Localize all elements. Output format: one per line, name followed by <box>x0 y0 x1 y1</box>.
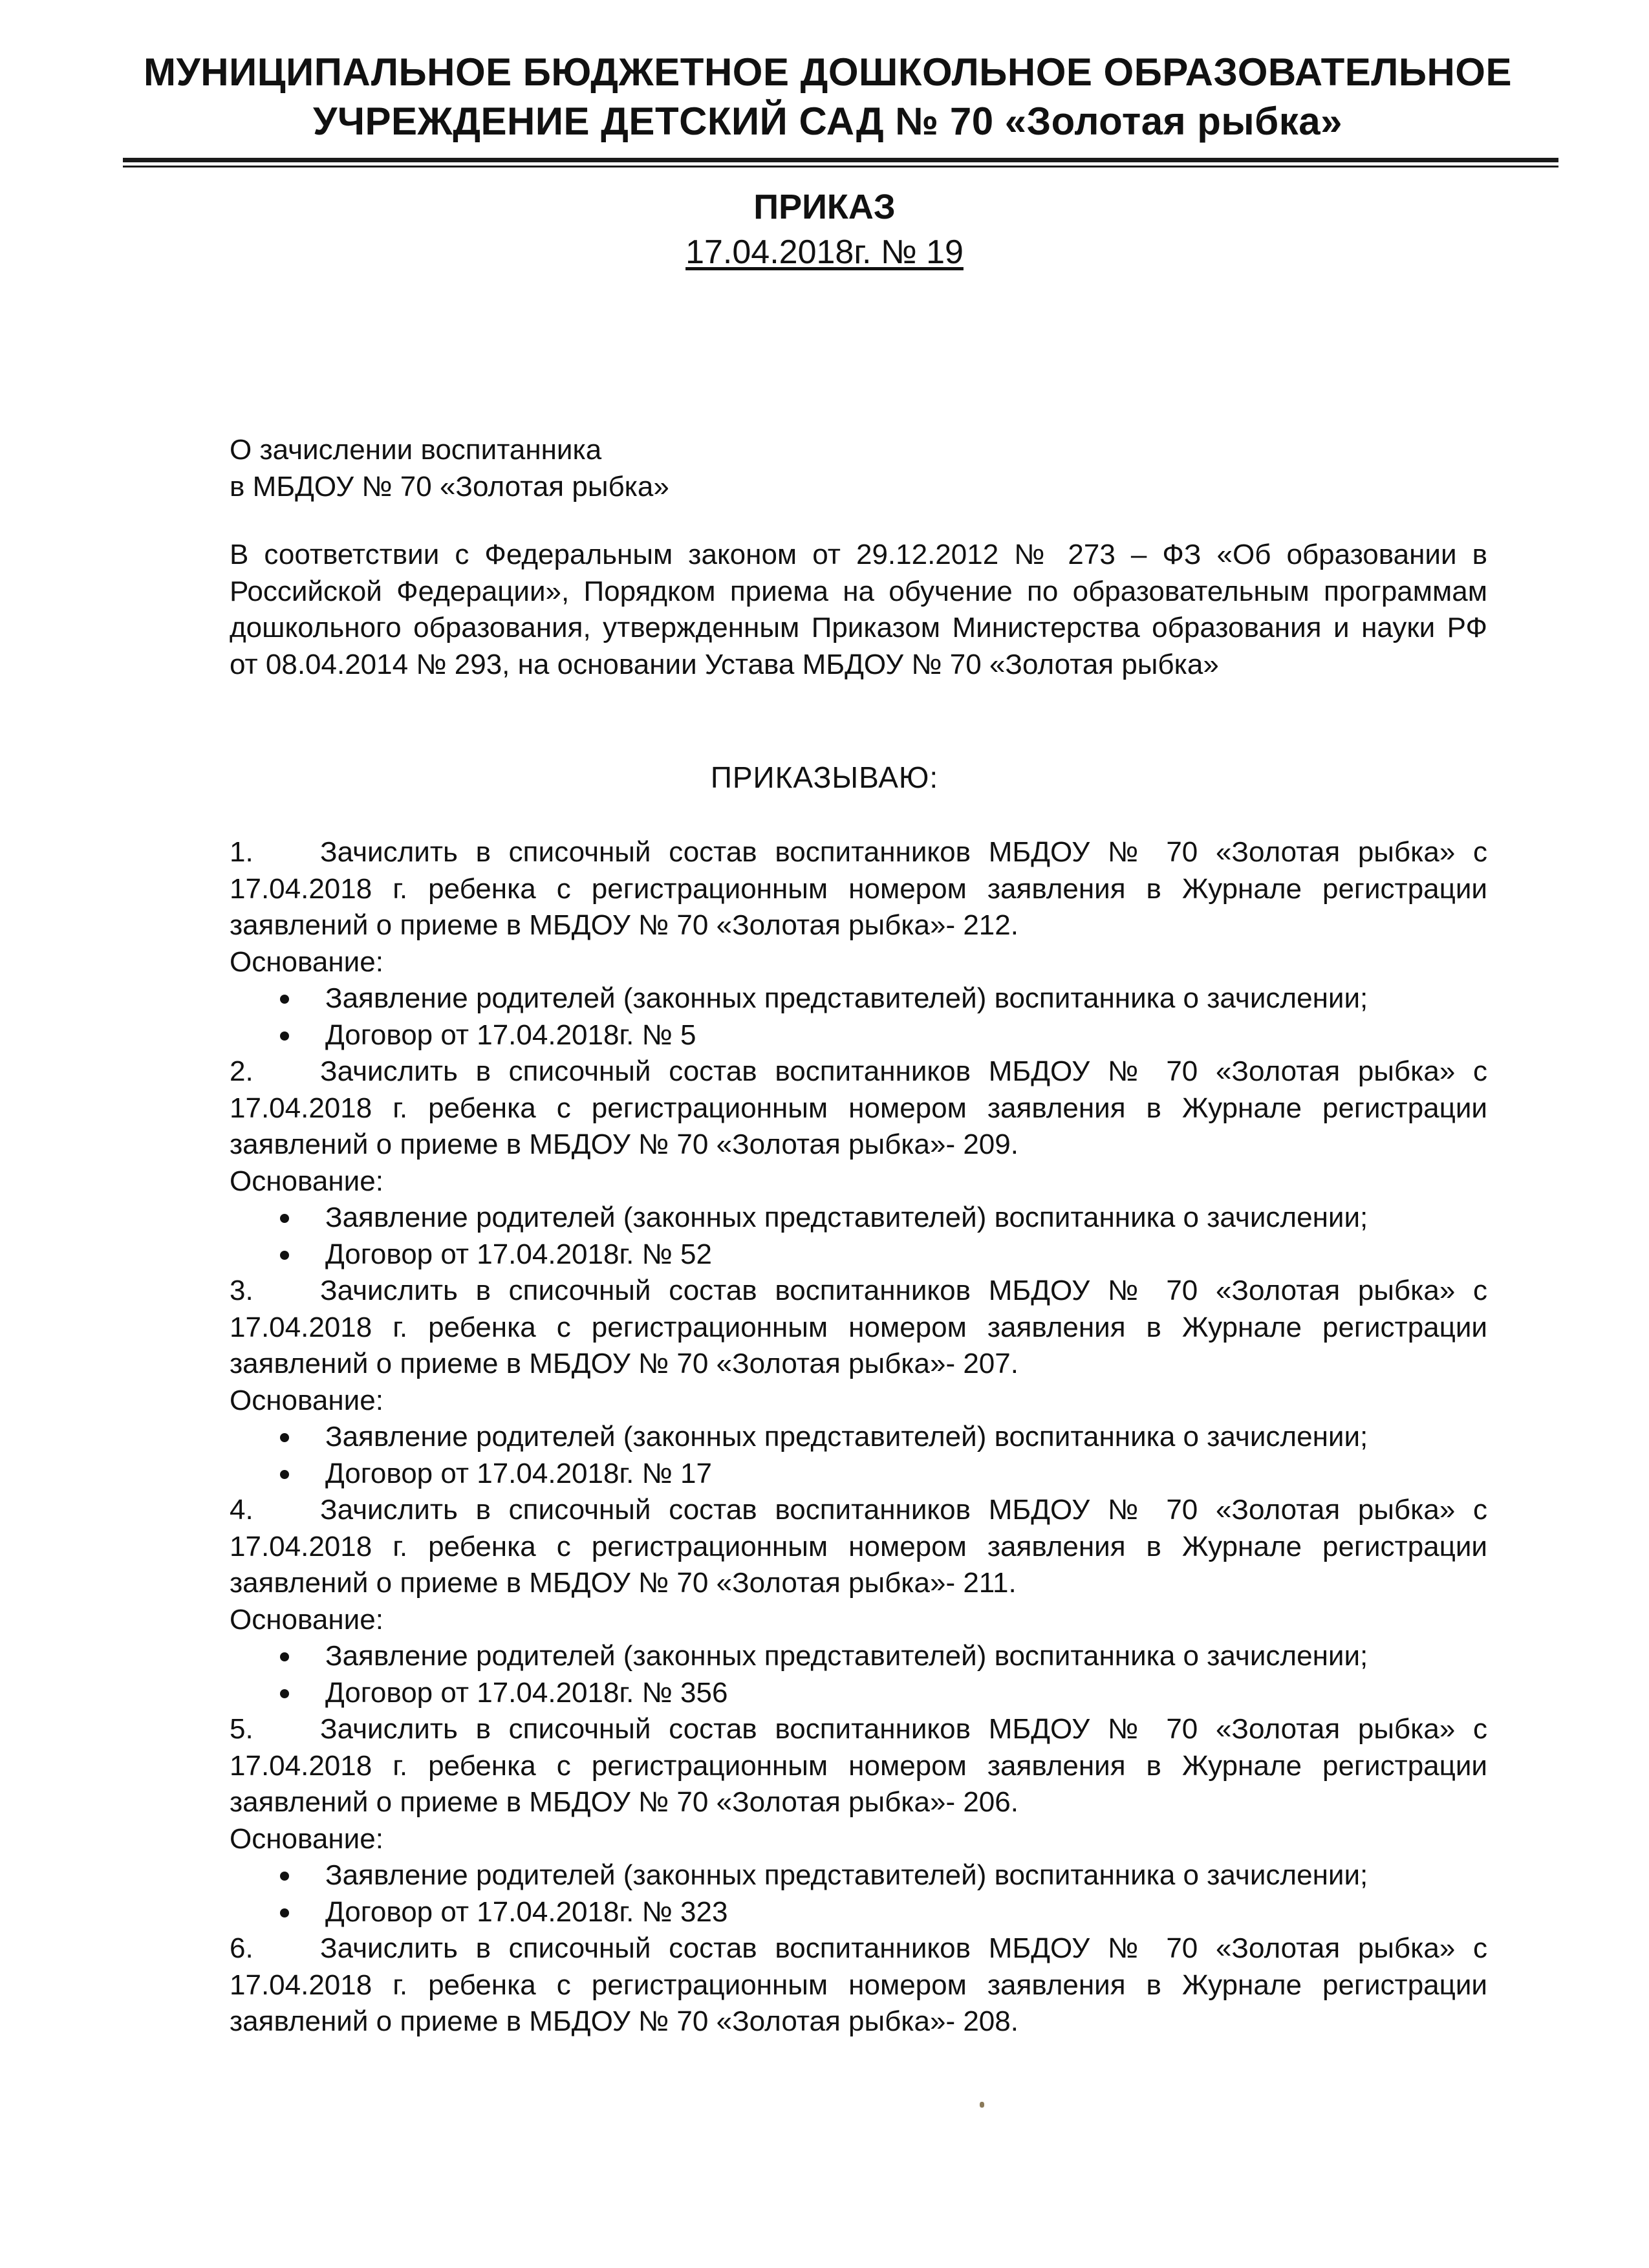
order-date-number <box>0 232 1649 273</box>
bullet-icon <box>280 1872 289 1881</box>
item-text: Зачислить в списочный состав воспитанников МБДОУ № 70 «Золотая рыбка» с 17.04.2018 г. ребенка с регистрационным номером заявления в Журнале регистрации заявлений о приеме в МБДОУ № 70 «Золотая рыбка»- 208. <box>230 1932 1487 2037</box>
subject-line1: О зачислении воспитанника <box>230 434 602 466</box>
order-item <box>230 1930 1487 2040</box>
order-subject <box>230 432 1487 505</box>
item-basis-label: Основание: <box>230 1384 383 1416</box>
header-rule-thick <box>123 158 1558 162</box>
item-number: 3. <box>230 1275 253 1306</box>
item-paragraph <box>230 1492 1487 1602</box>
order-item <box>230 834 1487 1053</box>
basis-list-item <box>230 1638 1487 1675</box>
order-item <box>230 1273 1487 1492</box>
item-paragraph <box>230 1053 1487 1163</box>
item-paragraph <box>230 1930 1487 2040</box>
order-items <box>230 834 1487 2040</box>
basis-list-item <box>230 1894 1487 1931</box>
basis-text: Заявление родителей (законных представителей) воспитанника о зачислении; <box>325 982 1368 1014</box>
basis-list-item <box>230 1675 1487 1712</box>
basis-list-item <box>230 980 1487 1017</box>
item-basis-label: Основание: <box>230 945 383 978</box>
basis-text: Договор от 17.04.2018г. № 356 <box>325 1676 728 1709</box>
basis-list <box>230 980 1487 1053</box>
basis-list-item <box>230 1237 1487 1273</box>
basis-text: Договор от 17.04.2018г. № 52 <box>325 1238 712 1270</box>
basis-text: Заявление родителей (законных представителей) воспитанника о зачислении; <box>325 1421 1368 1453</box>
item-text: Зачислить в списочный состав воспитанников МБДОУ № 70 «Золотая рыбка» с 17.04.2018 г. ребенка с регистрационным номером заявления в Журнале регистрации заявлений о приеме в МБДОУ № 70 «Золотая рыбка»- 209. <box>230 1055 1487 1160</box>
order-date-number-text: 17.04.2018г. № 19 <box>685 233 964 271</box>
item-text: Зачислить в списочный состав воспитанников МБДОУ № 70 «Золотая рыбка» с 17.04.2018 г. ребенка с регистрационным номером заявления в Журнале регистрации заявлений о приеме в МБДОУ № 70 «Золотая рыбка»- 212. <box>230 836 1487 941</box>
basis-text: Договор от 17.04.2018г. № 323 <box>325 1895 728 1928</box>
basis-text: Заявление родителей (законных представителей) воспитанника о зачислении; <box>325 1859 1368 1891</box>
item-number: 6. <box>230 1932 253 1964</box>
basis-list <box>230 1638 1487 1711</box>
bullet-icon <box>280 1689 289 1698</box>
item-paragraph <box>230 834 1487 944</box>
item-basis-label: Основание: <box>230 1603 383 1636</box>
scan-speck <box>980 2102 984 2108</box>
item-paragraph <box>230 1273 1487 1383</box>
basis-text: Договор от 17.04.2018г. № 5 <box>325 1019 696 1051</box>
basis-list-item <box>230 1456 1487 1493</box>
subject-line2: в МБДОУ № 70 «Золотая рыбка» <box>230 470 669 502</box>
bullet-icon <box>280 1214 289 1223</box>
order-item <box>230 1711 1487 1930</box>
basis-list <box>230 1857 1487 1930</box>
basis-list-item <box>230 1419 1487 1456</box>
order-item <box>230 1053 1487 1273</box>
item-basis-label: Основание: <box>230 1165 383 1197</box>
item-paragraph <box>230 1711 1487 1821</box>
org-name-line1: МУНИЦИПАЛЬНОЕ БЮДЖЕТНОЕ ДОШКОЛЬНОЕ ОБРАЗОВАТЕЛЬНОЕ <box>143 50 1512 94</box>
basis-list-item <box>230 1857 1487 1894</box>
order-item <box>230 1492 1487 1711</box>
basis-list-item <box>230 1200 1487 1237</box>
basis-list-item <box>230 1017 1487 1054</box>
item-number: 5. <box>230 1713 253 1745</box>
bullet-icon <box>280 1251 289 1260</box>
basis-text: Заявление родителей (законных представителей) воспитанника о зачислении; <box>325 1202 1368 1233</box>
preamble-paragraph: В соответствии с Федеральным законом от 29.12.2012 № 273 – ФЗ «Об образовании в Российской Федерации», Порядком приема на обучение по образовательным программам дошкольного образования, утвержденным Приказом Министерства образования и науки РФ от 08.04.2014 № 293, на основании Устава МБДОУ № 70 «Золотая рыбка» <box>230 539 1487 680</box>
organization-header <box>78 48 1578 146</box>
item-basis-label: Основание: <box>230 1822 383 1855</box>
basis-list <box>230 1419 1487 1492</box>
directive-heading: ПРИКАЗЫВАЮ: <box>710 761 939 794</box>
item-text: Зачислить в списочный состав воспитанников МБДОУ № 70 «Золотая рыбка» с 17.04.2018 г. ребенка с регистрационным номером заявления в Журнале регистрации заявлений о приеме в МБДОУ № 70 «Золотая рыбка»- 211. <box>230 1494 1487 1599</box>
item-text: Зачислить в списочный состав воспитанников МБДОУ № 70 «Золотая рыбка» с 17.04.2018 г. ребенка с регистрационным номером заявления в Журнале регистрации заявлений о приеме в МБДОУ № 70 «Золотая рыбка»- 207. <box>230 1275 1487 1379</box>
item-number: 4. <box>230 1494 253 1526</box>
bullet-icon <box>280 1652 289 1661</box>
bullet-icon <box>280 1470 289 1479</box>
basis-list <box>230 1200 1487 1273</box>
order-title: ПРИКАЗ <box>753 188 896 226</box>
bullet-icon <box>280 995 289 1004</box>
bullet-icon <box>280 1031 289 1041</box>
bullet-icon <box>280 1908 289 1917</box>
item-number: 1. <box>230 836 253 868</box>
bullet-icon <box>280 1433 289 1442</box>
org-name-line2: УЧРЕЖДЕНИЕ ДЕТСКИЙ САД № 70 «Золотая рыбка» <box>313 100 1342 143</box>
basis-text: Договор от 17.04.2018г. № 17 <box>325 1457 712 1489</box>
basis-text: Заявление родителей (законных представителей) воспитанника о зачислении; <box>325 1640 1368 1672</box>
item-number: 2. <box>230 1055 253 1087</box>
item-text: Зачислить в списочный состав воспитанников МБДОУ № 70 «Золотая рыбка» с 17.04.2018 г. ребенка с регистрационным номером заявления в Журнале регистрации заявлений о приеме в МБДОУ № 70 «Золотая рыбка»- 206. <box>230 1713 1487 1818</box>
header-rule-thin <box>123 166 1558 167</box>
